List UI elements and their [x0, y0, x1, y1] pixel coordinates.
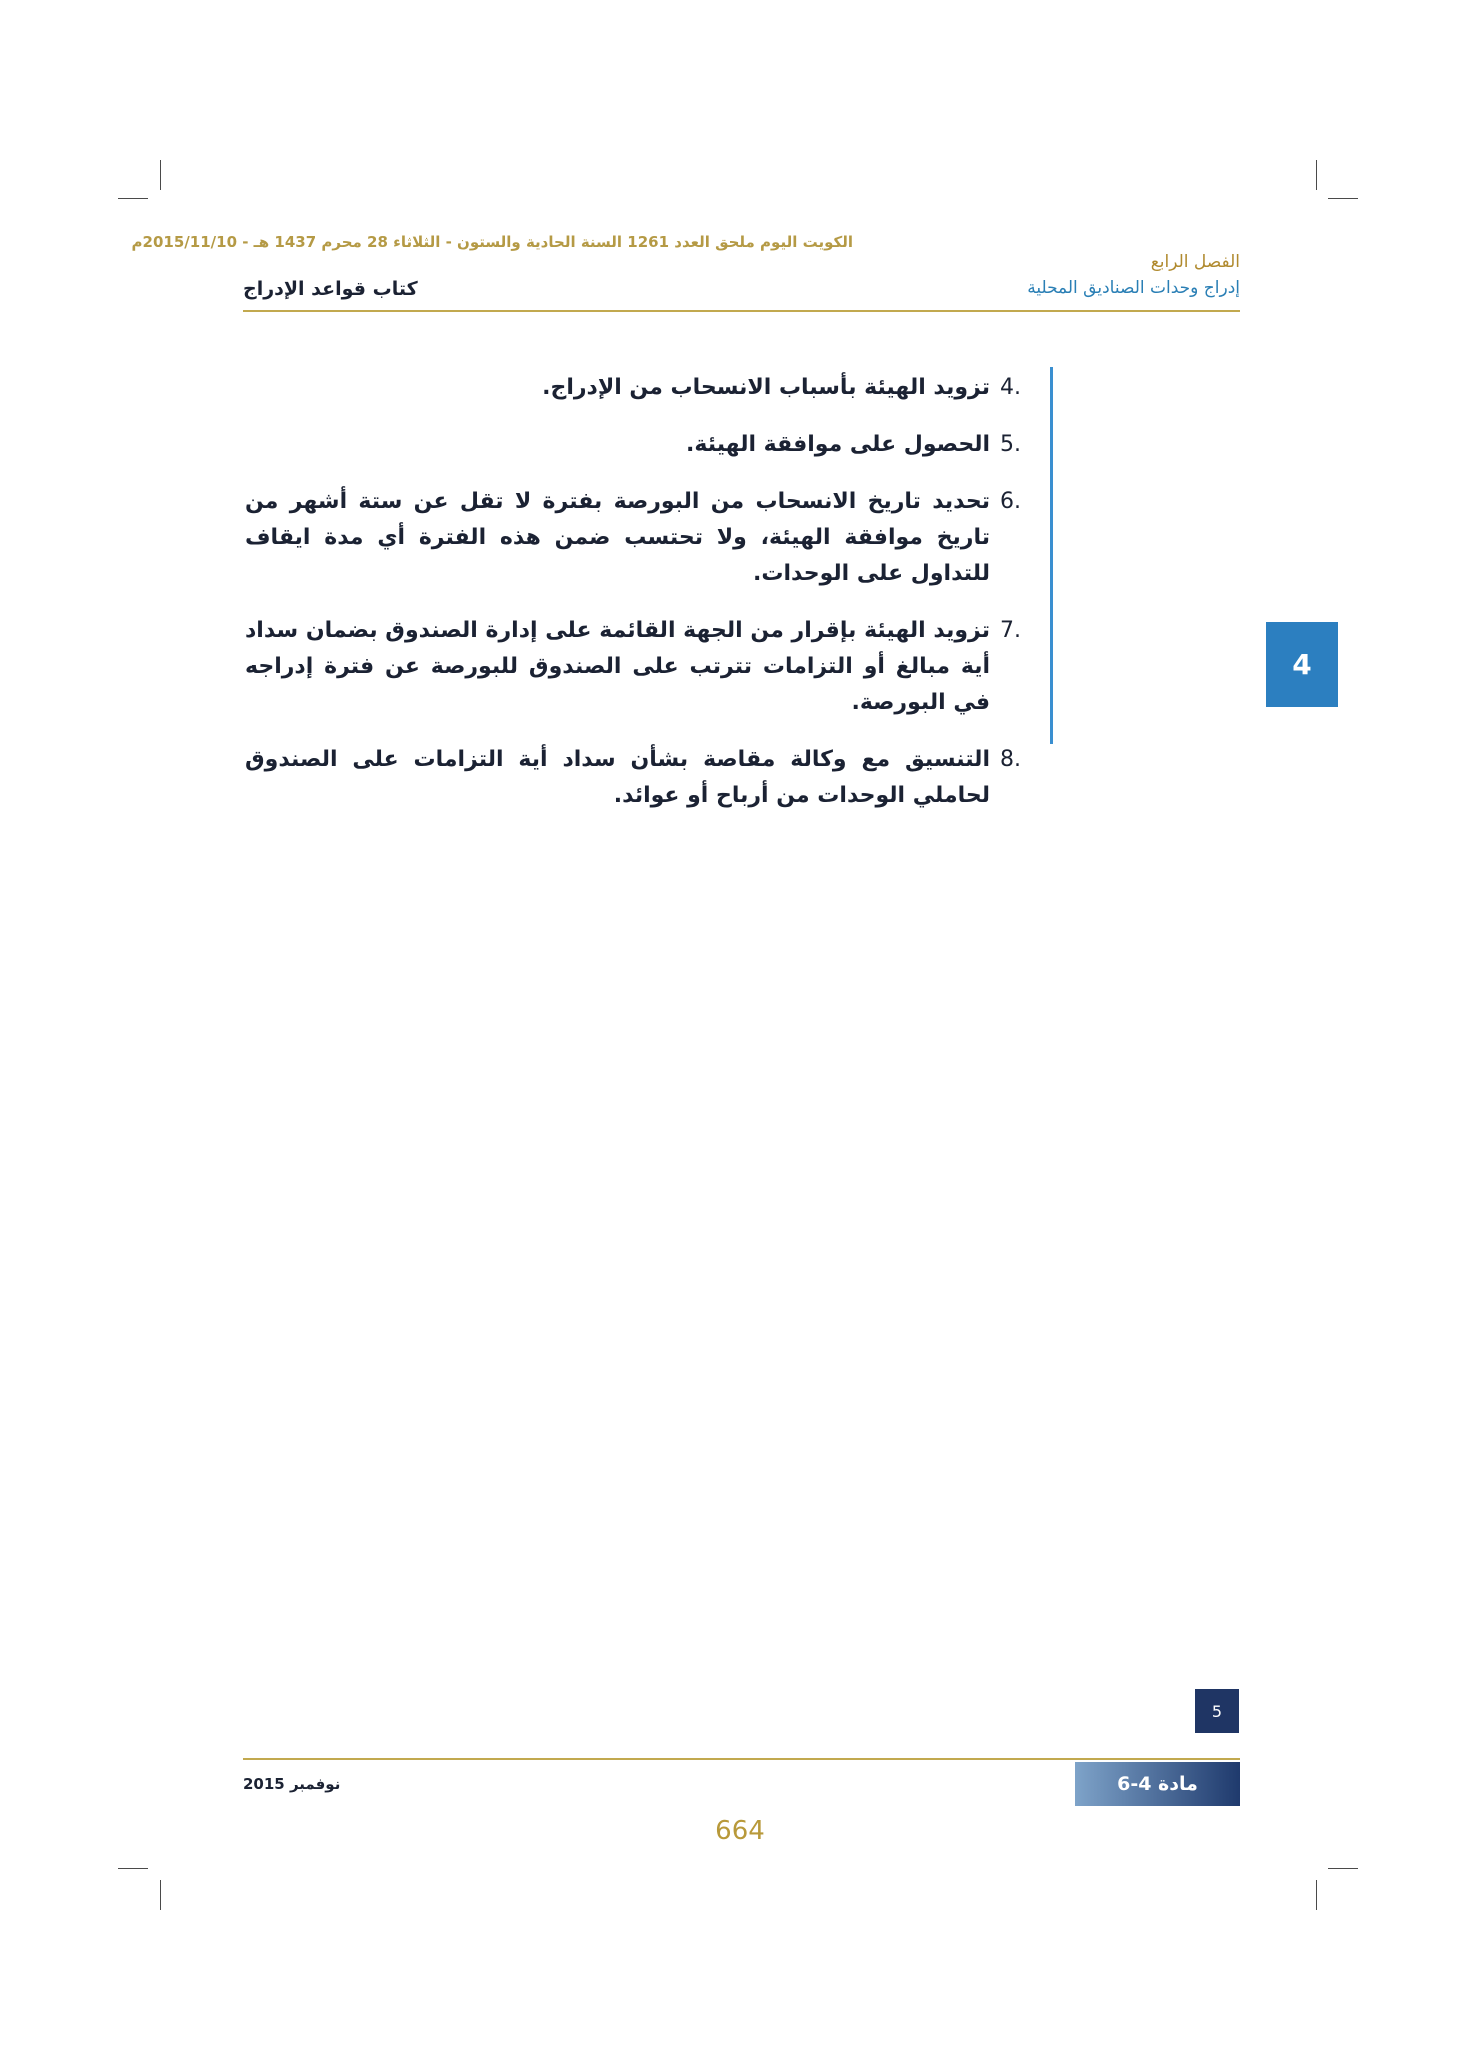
item-number: 8.: [1000, 747, 1021, 772]
list-item: [245, 742, 1040, 814]
chapter-label: الفصل الرابع: [1150, 252, 1240, 272]
item-number: 5.: [1000, 432, 1021, 457]
item-number: 7.: [1000, 618, 1021, 643]
crop-mark: [1316, 1880, 1317, 1910]
page-number: 664: [715, 1816, 765, 1846]
requirements-list: [245, 370, 1040, 835]
item-text: تحديد تاريخ الانسحاب من البورصة بفترة لا تقل عن ستة أشهر من تاريخ موافقة الهيئة، ولا تحتسب ضمن هذه الفترة أي مدة ايقاف للتداول على الوحدات.: [245, 489, 990, 586]
footer-divider: [243, 1758, 1240, 1760]
list-item: [245, 427, 1040, 463]
header-divider: [243, 310, 1240, 312]
crop-mark: [1316, 160, 1317, 190]
article-label: مادة 4-6: [1075, 1762, 1240, 1806]
list-item: [245, 370, 1040, 406]
chapter-tab[interactable]: 4: [1266, 622, 1338, 707]
section-page-box: 5: [1195, 1689, 1239, 1733]
item-text: تزويد الهيئة بإقرار من الجهة القائمة على إدارة الصندوق بضمان سداد أية مبالغ أو التزامات تترتب على الصندوق للبورصة عن فترة إدراجه في البورصة.: [245, 618, 990, 715]
item-text: التنسيق مع وكالة مقاصة بشأن سداد أية التزامات على الصندوق لحاملي الوحدات من أرباح أو عوائد.: [245, 747, 990, 808]
content-accent-bar: [1050, 367, 1053, 744]
crop-mark: [1328, 198, 1358, 199]
item-number: 4.: [1000, 375, 1021, 400]
book-title: كتاب قواعد الإدراج: [243, 278, 418, 300]
item-text: الحصول على موافقة الهيئة.: [686, 432, 990, 457]
crop-mark: [160, 160, 161, 190]
gazette-header-line: الكويت اليوم ملحق العدد 1261 السنة الحادية والستون - الثلاثاء 28 محرم 1437 هـ - 2015/11/10م: [131, 233, 853, 251]
crop-mark: [118, 1868, 148, 1869]
chapter-subtitle: إدراج وحدات الصناديق المحلية: [1027, 278, 1240, 298]
list-item: [245, 613, 1040, 721]
item-text: تزويد الهيئة بأسباب الانسحاب من الإدراج.: [542, 375, 990, 400]
crop-mark: [160, 1880, 161, 1910]
crop-mark: [1328, 1868, 1358, 1869]
issue-date: نوفمبر 2015: [243, 1775, 341, 1793]
list-item: [245, 484, 1040, 592]
crop-mark: [118, 198, 148, 199]
item-number: 6.: [1000, 489, 1021, 514]
